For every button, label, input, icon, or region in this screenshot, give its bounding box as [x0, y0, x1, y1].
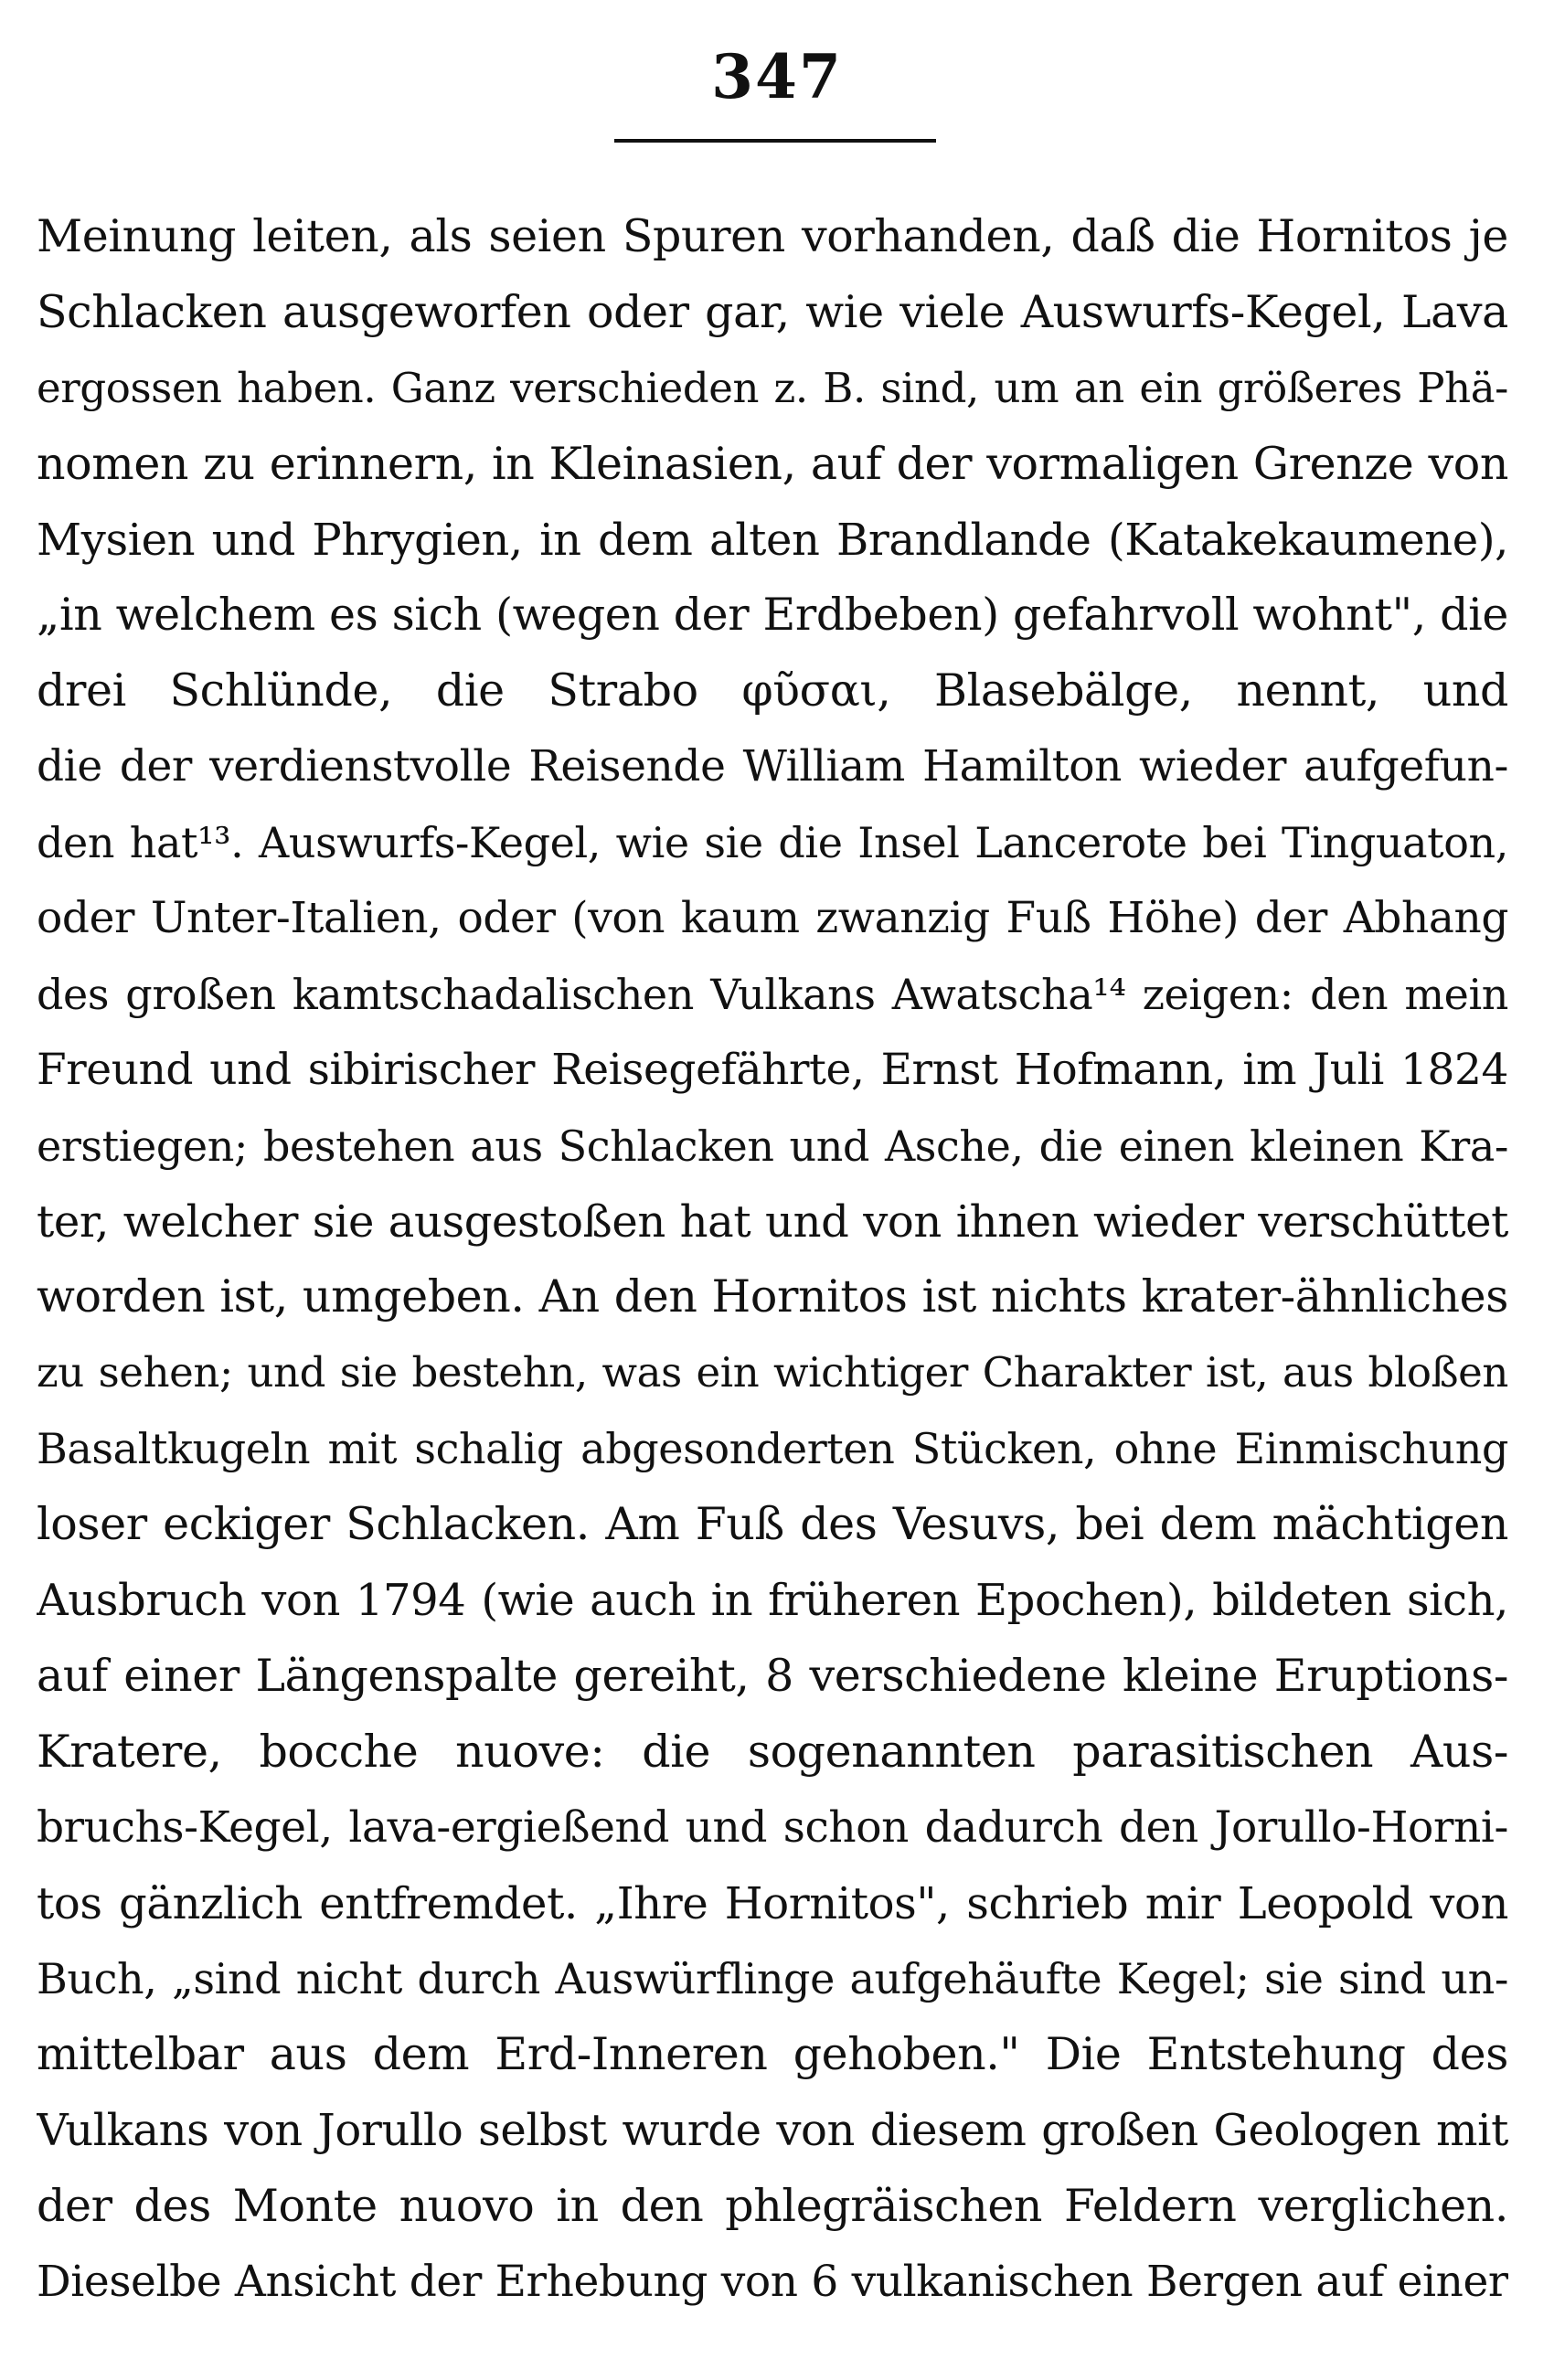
- text-line-27: der des Monte nuovo in den phlegräischen Feldern verglichen.: [37, 2180, 1508, 2233]
- text-line-10: oder Unter-Italien, oder (von kaum zwanzig Fuß Höhe) der Abhang: [37, 893, 1508, 944]
- text-line-14: ter, welcher sie ausgestoßen hat und von ihnen wieder verschüttet: [37, 1195, 1508, 1248]
- text-line-18: loser eckiger Schlacken. Am Fuß des Vesuvs, bei dem mächtigen: [37, 1498, 1508, 1551]
- text-line-25: mittelbar aus dem Erd-Inneren gehoben." Die Entstehung des: [37, 2028, 1508, 2081]
- text-line-1: Meinung leiten, als seien Spuren vorhanden, daß die Hornitos je: [37, 210, 1508, 262]
- text-line-28: Dieselbe Ansicht der Erhebung von 6 vulkanischen Bergen auf einer: [37, 2257, 1508, 2308]
- text-line-12: Freund und sibirischer Reisegefährte, Ernst Hofmann, im Juli 1824: [37, 1044, 1508, 1095]
- text-line-8: die der verdienstvolle Reisende William Hamilton wieder aufgefun-: [37, 741, 1508, 792]
- text-line-24: Buch, „sind nicht durch Auswürflinge aufgehäufte Kegel; sie sind un-: [37, 1954, 1508, 2004]
- text-line-23: tos gänzlich entfremdet. „Ihre Hornitos", schrieb mir Leopold von: [37, 1877, 1508, 1929]
- text-line-21: Kratere, bocche nuove: die sogenannten parasitischen Aus-: [37, 1725, 1508, 1778]
- text-line-3: ergossen haben. Ganz verschieden z. B. sind, um an ein größeres Phä-: [37, 363, 1508, 412]
- text-line-20: auf einer Längenspalte gereiht, 8 verschiedene kleine Eruptions-: [37, 1649, 1508, 1702]
- text-line-11: des großen kamtschadalischen Vulkans Awatscha¹⁴ zeigen: den mein: [37, 969, 1508, 1019]
- text-line-13: erstiegen; bestehen aus Schlacken und Asche, die einen kleinen Kra-: [37, 1121, 1508, 1171]
- text-line-9: den hat¹³. Auswurfs-Kegel, wie sie die Insel Lancerote bei Tinguaton,: [37, 818, 1508, 868]
- text-line-26: Vulkans von Jorullo selbst wurde von diesem großen Geologen mit: [37, 2105, 1508, 2157]
- header-rule: [614, 139, 936, 143]
- text-line-5: Mysien und Phrygien, in dem alten Brandlande (Katakekaumene),: [37, 514, 1508, 566]
- text-line-22: bruchs-Kegel, lava-ergießend und schon dadurch den Jorullo-Horni-: [37, 1801, 1508, 1853]
- text-line-17: Basaltkugeln mit schalig abgesonderten Stücken, ohne Einmischung: [37, 1424, 1508, 1474]
- text-line-7: drei Schlünde, die Strabo φῦσαι, Blasebälge, nennt, und: [37, 664, 1508, 717]
- text-line-15: worden ist, umgeben. An den Hornitos ist nichts krater-ähnliches: [37, 1270, 1508, 1323]
- text-line-2: Schlacken ausgeworfen oder gar, wie viele Auswurfs-Kegel, Lava: [37, 285, 1508, 338]
- text-line-19: Ausbruch von 1794 (wie auch in früheren Epochen), bildeten sich,: [37, 1575, 1508, 1627]
- text-line-4: nomen zu erinnern, in Kleinasien, auf der vormaligen Grenze von: [37, 437, 1508, 490]
- text-line-6: „in welchem es sich (wegen der Erdbeben) gefahrvoll wohnt", die: [37, 589, 1508, 642]
- body-text: [37, 199, 1508, 2321]
- text-line-16: zu sehen; und sie bestehn, was ein wichtiger Charakter ist, aus bloßen: [37, 1348, 1508, 1397]
- page-number: 347: [711, 41, 843, 112]
